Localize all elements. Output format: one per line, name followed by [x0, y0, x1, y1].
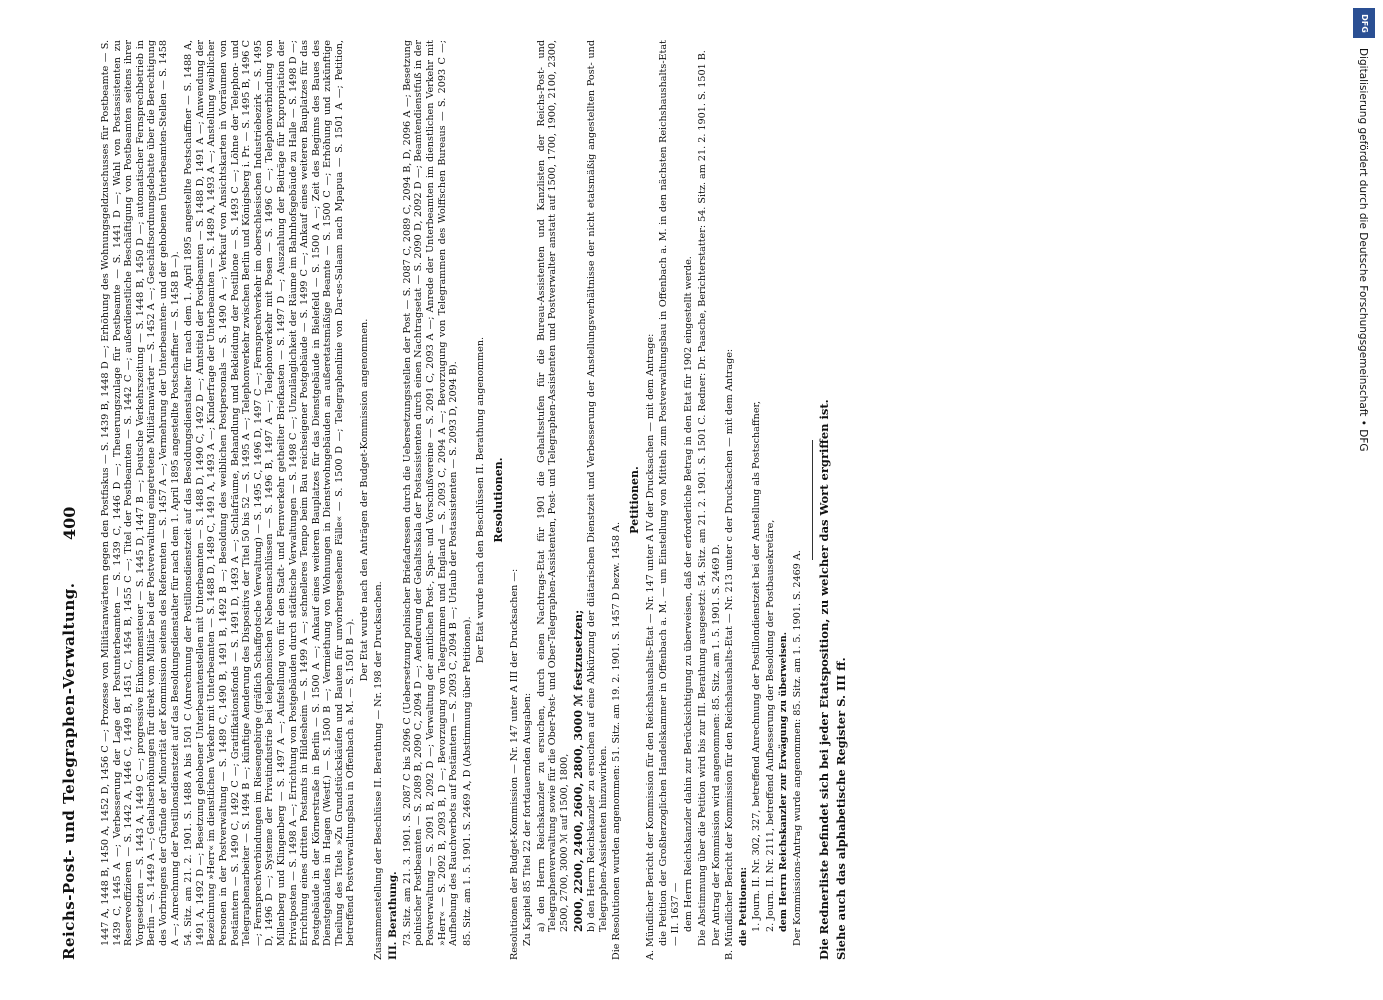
closing-note: Siehe auch das alphabetische Register S. III ff.	[834, 657, 849, 960]
paragraph: Der Etat wurde nach den Anträgen der Budget-Kommission angenommen.	[359, 318, 371, 682]
paragraph: die Petition der Großherzoglichen Handelskammer in Offenbach a. M. — um Einstellung von Mitteln zum Postverwaltungsbau in Offenbach a. M. in den nächsten Reichshaushalts-Etat — II. 1637 —	[658, 40, 681, 946]
paragraph: 54. Sitz. am 21. 2. 1901. S. 1488 A bis 1501 C (Anrechnung der Postillonsdienstzeit auf das Besoldungsdienstalter für nach dem 1. April 1895 angestellte Postschaffner — S. 1488 A, 1491 A, 1492 D —; Besetzung gehobener Unterbeamtenstellen mit Unterbeamten — S. 1488 D, 1490 C, 1492 D —; Amtstitel der Postbeamten — S. 1488 D, 1491 A —; Anwendung der Bezeichnung »Herr« im dienstlichen Verkehr mit Unterbeamten — S. 1488 D, 1489 C, 1491 A, 1493 A —; Kinderfrage der Unterbeamten — S. 1489 A, 1493 A —; Anstellung weiblicher Personen in der Postverwaltung — S. 1489 C, 1490 B, 1491 B, 1492 B —; Besoldung des weiblichen Postpersonals — S. 1490 A —; Verkauf von Ansichtskarten in Vorräumen von Postämtern — S. 1490 C, 1492 C —; Gratifikationsfonds — S. 1491 D, 1493 A —; Schlafräume, Behandlung und Bekleidung der Postillone — S. 1493 C —; Löhne der Telephon- und Telegraphenarbeiter — S. 1494 B —; künftige Aenderung des Dispositivs der Titel 50 bis 52 — S. 1495 A —; Telephonverkehr zwischen Berlin und Königsberg i. Pr. — S. 1495 B, 1496 C —; Fernsprechverbindungen im Riesengebirge (gräflich Schaffgotsche Verwaltung) — S. 1495 C, 1496 D, 1497 C —; Fernsprechverkehr im oberschlesischen Industriebezirk — S. 1495 D, 1496 D —; Systeme der Privatindustrie bei telephonischen Nebenanschlüssen — S. 1496 B, 1497 A —; Telephonverkehr mit Posen — S. 1496 C —; Telephonverbindung von Millenberg und Klingenberg — S. 1497 A —; Aufstellung von für den Stadt- und Fernverkehr getheilter Briefkasten — S. 1497 D —; Auszahlung der Beiträge für Expropriation der Privatposten — S. 1498 A —; Errichtung von Postgebäuden durch städtische Verwaltungen — S. 1498 C —; Unzulänglichkeit der Räume im Bahnhofsgebäude zu Halle — S. 1498 D —; Errichtung eines dritten Postamts in Hildesheim — S. 1499 A —; schnelleres Tempo beim Bau reichseigener Postgebäude — S. 1499 C —; Ankauf eines weiteren Bauplatzes für das Postgebäude in der Körnerstraße in Berlin — S. 1500 A —; Ankauf eines weiteren Bauplatzes für das Dienstgebäude in Bielefeld — S. 1500 A —; Zeit des Beginns des Baues des Dienstgebäudes in Hagen (Westf.) — S. 1500 B —; Vermiethung von Wohnungen in Dienstwohngebäuden an außeretatsmäßige Beamte — S. 1500 C —; Erhöhung und zukünftige Theilung des Titels »Zu Grundstückskäufen und Bauten für unvorhergesehene Fälle« — S. 1500 D —; Telegraphenlinie von Dar-es-Salaam nach Mpapua — S. 1501 A —; Petition, betreffend Postverwaltungsbau in Offenbach a. M. — S. 1501 B —).	[183, 40, 357, 946]
paragraph: B. Mündlicher Bericht der Kommission für den Reichshaushalts-Etat — Nr. 213 unter c der Drucksachen — mit dem Antrage:	[724, 348, 736, 960]
section-heading: Resolutionen.	[492, 457, 505, 543]
paragraph: Der Etat wurde nach den Beschlüssen II. Berathung angenommen.	[475, 336, 487, 664]
paragraph: 1. Journ. II. Nr. 302, 327, betreffend Anrechnung der Postillondienstzeit bei der Anstellung als Postschaffner,	[751, 400, 763, 932]
paragraph: 2. Journ. II. Nr. 2111, betreffend Aufbesserung der Besoldung der Postbausekretäre,	[764, 519, 776, 932]
document-page	[40, 40, 1280, 960]
paragraph: dem Herrn Reichskanzler zur Erwägung zu überweisen.	[778, 631, 790, 932]
paragraph: Zusammenstellung der Beschlüsse II. Berathung — Nr. 198 der Drucksachen.	[372, 581, 384, 960]
paragraph: A. Mündlicher Bericht der Kommission für den Reichshaushalts-Etat — Nr. 147 unter A IV der Drucksachen — mit dem Antrage:	[644, 333, 656, 960]
paragraph: a) den Herrn Reichskanzler zu ersuchen, durch einen Nachtrags-Etat für 1901 die Gehaltsstufen für die Bureau-Assistenten und Kanzlisten der Reichs-Post- und Telegraphenverwaltung sowie für die Ober-Post- und Ober-Telegraphen-Assistenten, Post- und Telegraphen-Assistenten und Postverwalter anstatt auf 1500, 1700, 1900, 2100, 2300, 2500, 2700, 3000 ℳ auf 1500, 1800,	[535, 40, 570, 932]
page-title: Reichs-Post- und Telegraphen-Verwaltung.	[60, 582, 78, 960]
paragraph: Zu Kapitel 85 Titel 22 der fortdauernden Ausgaben:	[522, 692, 534, 946]
paragraph: 1447 A, 1448 B, 1450 A, 1452 D, 1456 C —; Prozesse von Militäranwärtern gegen den Postfiskus — S. 1439 B, 1448 D —; Erhöhung des Wohnungsgeldzuschusses für Postbeamte — S. 1439 C, 1445 A —; Verbesserung der Lage der Postunterbeamten — S. 1439 C, 1446 D —; Theuerungszulage für Postbeamte — S. 1441 D —; Wahl von Postassistenten zu Reserveoffizieren — S. 1442 A, 1446 C, 1449 B, 1451 C, 1454 B, 1455 C —; Titel der Postbeamten — S. 1442 C —; außerdienstliche Beschäftigung von Postbeamten seitens ihrer Vorgesetzten — S. 1443 A, 1449 C —; progressive Einkommensteuer — S. 1445 D, 1447 B —; Deutsche Verkehrszeitung — S. 1448 B, 1450 D —; automatischer Fernsprechbetrieb in Berlin — S. 1449 A —; Gehaltserhöhungen für direkt vom Militär bei der Postverwaltung eingetretene Militäranwärter — S. 1452 A —; Geschäftsordnungsdebatte über die Berechtigung des Vorbringens der Gründe der Minorität der Kommission seitens des Referenten — S. 1457 A —; Vermehrung der Unterbeamten- und der gehobenen Unterbeamten-Stellen — S. 1458 A —; Anrechnung der Postillonsdienstzeit auf das Besoldungsdienstalter für nach dem 1. April 1895 angestellte Postschaffner — S. 1458 B —).	[100, 40, 181, 946]
section-heading: III. Berathung.	[387, 871, 400, 960]
paragraph: 85. Sitz. am 1. 5. 1901. S. 2469 A, D (Abstimmung über Petitionen).	[461, 616, 473, 946]
paragraph: die Petitionen:	[737, 866, 749, 946]
closing-note: Die Rednerliste befindet sich bei jeder Etatsposition, zu welcher das Wort ergriffen ist.	[816, 399, 831, 960]
divider	[812, 440, 813, 560]
paragraph: Der Antrag der Kommission wird angenommen: 85. Sitz. am 1. 5. 1901. S. 2469 D.	[710, 544, 722, 946]
paragraph: b) den Herrn Reichskanzler zu ersuchen auf eine Abkürzung der diätarischen Dienstzeit und Verbesserung der Anstellungsverhältnisse der nicht etatsmäßig angestellten Post- und Telegraphen-Assistenten hinzuwirken.	[586, 40, 609, 932]
paragraph: dem Herrn Reichskanzler dahin zur Berücksichtigung zu überweisen, daß der erforderliche Betrag in den Etat für 1902 eingestellt werde.	[683, 256, 695, 932]
document-body	[100, 40, 848, 960]
digitization-credit: Digitalisierung gefördert durch die Deutsche Forschungsgemeinschaft • DFG	[1357, 48, 1369, 452]
paragraph: Die Resolutionen wurden angenommen: 51. Sitz. am 19. 2. 1901. S. 1457 D bezw. 1458 A.	[611, 521, 623, 960]
page-number: 400	[60, 506, 79, 540]
digitization-sidebar	[1351, 8, 1375, 908]
paragraph: Resolutionen der Budget-Kommission — Nr. 147 unter A III der Drucksachen —:	[508, 568, 520, 960]
paragraph: Die Abstimmung über die Petition wird bis zur III. Berathung ausgesetzt: 54. Sitz. am 21. 2. 1901. S. 1501 C. Redner: Dr. Paasche, Berichterstatter: 54. Sitz. am 21. 2. 1901. S. 1501 B.	[696, 50, 708, 946]
paragraph: 73. Sitz. am 21. 3. 1901. S. 2087 C bis 2096 C (Uebersetzung polnischer Briefadressen durch die Uebersetzungsstellen der Post — S. 2087 C, 2089 C, 2094 B, D, 2096 A —; Besetzung polnischer Postbeamten — S. 2089 B, 2090 C, 2094 D —; Aenderung der Gehaltsskala der Postassistenten durch einen Nachtragsetat — S. 2090 D, 2092 D —; Beamtendienstfuß in der Postverwaltung — S. 2091 B, 2092 D —; Verwaltung der amtlichen Post-, Spar- und Vorschußvereine — S. 2091 C, 2093 A —; Anrede der Unterbeamten im dienstlichen Verkehr mit »Herr« — S. 2092 B, 2093 B, D —; Bevorzugung von Telegrammen und England — S. 2093 C, 2094 A —; Bevorzugung von Telegrammen des Wolffschen Bureaus — S. 2093 C —; Aufhebung des Rauchverbots auf Postämtern — S. 2093 C, 2094 B —; Urlaub der Postassistenten — S. 2093 D, 2094 B).	[401, 40, 460, 946]
rotated-page	[40, 40, 1280, 960]
section-heading: Petitionen.	[627, 466, 641, 534]
paragraph: Der Kommissions-Antrag wurde angenommen: 85. Sitz. am 1. 5. 1901. S. 2469 A.	[792, 550, 804, 946]
page-header	[60, 40, 86, 960]
dfg-logo: DFG	[1353, 8, 1375, 38]
paragraph: 2000, 2200, 2400, 2600, 2800, 3000 ℳ festzusetzen;	[571, 609, 585, 932]
